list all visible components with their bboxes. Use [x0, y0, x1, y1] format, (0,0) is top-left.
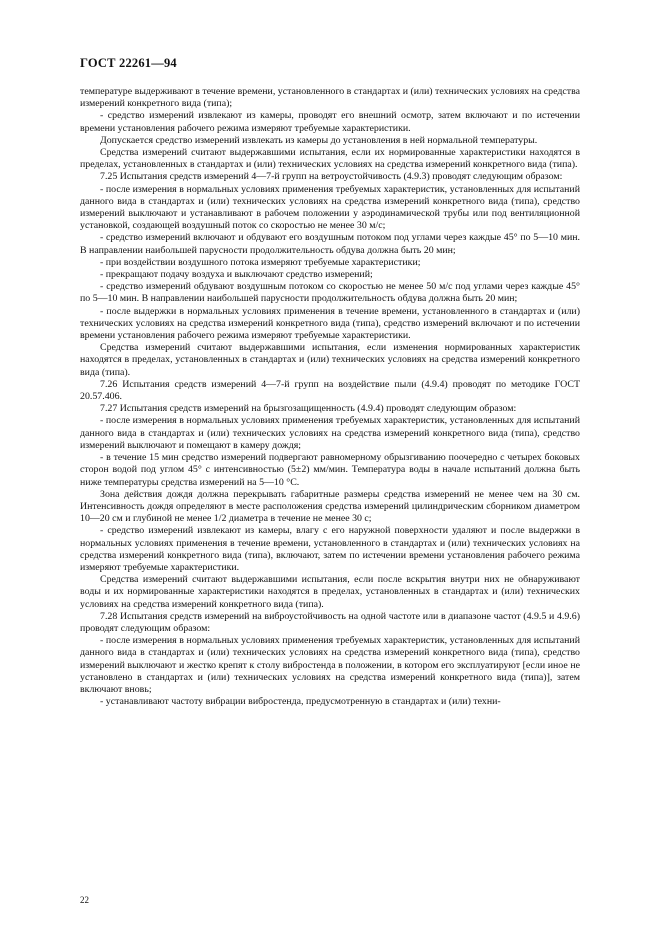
paragraph: - после измерения в нормальных условиях применения требуемых характеристик, установленных для испытаний данного вида в стандартах и (или) технических условиях на средства измерений конкретного вида (типа), средство измерений выключают и помещают в камеру дождя; — [80, 415, 580, 451]
paragraph: 7.28 Испытания средств измерений на виброустойчивость на одной частоте или в диапазоне частот (4.9.5 и 4.9.6) проводят следующим образом: — [80, 610, 580, 634]
paragraph: - устанавливают частоту вибрации вибростенда, предусмотренную в стандартах и (или) техни- — [100, 696, 501, 708]
paragraph: - средство измерений извлекают из камеры, влагу с его наружной поверхности удаляют и после выдержки в нормальных условиях применения в течение времени, установленного в стандартах и (или) технических условиях на средства измерений конкретного вида (типа), включают, затем по истечении времени установления рабочего режима измеряют требуемые характеристики. — [80, 525, 580, 573]
paragraph: - средство измерений включают и обдувают его воздушным потоком под углами через каждые 45° по 5—10 мин. В направлении наибольшей парусности продолжительность обдува должна быть 20 мин; — [80, 232, 580, 256]
page-number: 22 — [80, 895, 89, 905]
paragraph: - в течение 15 мин средство измерений подвергают равномерному обрызгиванию поочередно с четырех боковых сторон водой под углом 45° с интенсивностью (5±2) мм/мин. Температура воды в начале испытаний должна быть ниже температуры средства измерений на 5—10 °С. — [80, 452, 580, 488]
paragraph: Зона действия дождя должна перекрывать габаритные размеры средства измерений не менее чем на 30 см. Интенсивность дождя определяют в месте расположения средства измерений цилиндрическим сборником диаметром 10—20 см и глубиной не менее 1/2 диаметра в течение не менее 30 с; — [80, 488, 580, 525]
paragraph: - после измерения в нормальных условиях применения требуемых характеристик, установленных для испытаний данного вида в стандартах и (или) технических условиях на средства измерений конкретного вида (типа), средство измерений выключают и устанавливают в рабочем положении у аэродинамической трубы или под вентиляционной установкой, создающей воздушный поток со скоростью не менее 30 м/с; — [80, 183, 580, 232]
paragraph: Допускается средство измерений извлекать из камеры до установления в ней нормальной температуры. — [100, 134, 538, 146]
paragraph: 7.27 Испытания средств измерений на брызгозащищенность (4.9.4) проводят следующим образом: — [100, 403, 517, 415]
paragraph: - прекращают подачу воздуха и выключают средство измерений; — [100, 269, 373, 281]
paragraph: Средства измерений считают выдержавшими испытания, если после вскрытия внутри них не обнаруживают воды и их нормированные характеристики находятся в пределах, установленных в стандартах и (или) технических условиях на средства измерений конкретного вида (типа). — [80, 574, 580, 610]
paragraph: 7.26 Испытания средств измерений 4—7-й групп на воздействие пыли (4.9.4) проводят по методике ГОСТ 20.57.406. — [80, 378, 580, 403]
paragraph: 7.25 Испытания средств измерений 4—7-й групп на ветроустойчивость (4.9.3) проводят следующим образом: — [100, 171, 563, 183]
document-body — [80, 86, 580, 708]
paragraph: - при воздействии воздушного потока измеряют требуемые характеристики; — [100, 256, 421, 268]
paragraph: температуре выдерживают в течение времени, установленного в стандартах и (или) технических условиях на средства измерений конкретного вида (типа); — [80, 86, 581, 110]
paragraph: - средство измерений обдувают воздушным потоком со скоростью не менее 50 м/с под углами через каждые 45° по 5—10 мин. В направлении наибольшей парусности продолжительность обдува должна быть 20 мин; — [80, 281, 580, 305]
paragraph: - средство измерений извлекают из камеры, проводят его внешний осмотр, затем включают и по истечении времени установления рабочего режима измеряют требуемые характеристики. — [80, 110, 580, 134]
document-header: ГОСТ 22261—94 — [80, 56, 177, 70]
paragraph: - после выдержки в нормальных условиях применения в течение времени, установленного в стандартах и (или) технических условиях на средства измерений конкретного вида (типа), средство измерений включают и по истечении времени установления рабочего режима измеряют требуемые характеристики. — [80, 305, 580, 342]
paragraph: - после измерения в нормальных условиях применения требуемых характеристик, установленных для испытаний данного вида в стандартах и (или) технических условиях на средства измерений конкретного вида (типа), средство измерений выключают и жестко крепят к столу вибростенда в положении, в котором его эксплуатируют [если иное не установлено в стандартах и (или) технических условиях на средства измерений конкретного вида (типа)], затем включают вновь; — [80, 635, 580, 695]
paragraph: Средства измерений считают выдержавшими испытания, если изменения нормированных характеристик находятся в пределах, установленных в стандартах и (или) технических условиях на средства измерений конкретного вида (типа). — [80, 342, 580, 378]
paragraph: Средства измерений считают выдержавшими испытания, если их нормированные характеристики находятся в пределах, установленных в стандартах и (или) технических условиях на средства измерений конкретного вида (типа). — [80, 147, 580, 171]
